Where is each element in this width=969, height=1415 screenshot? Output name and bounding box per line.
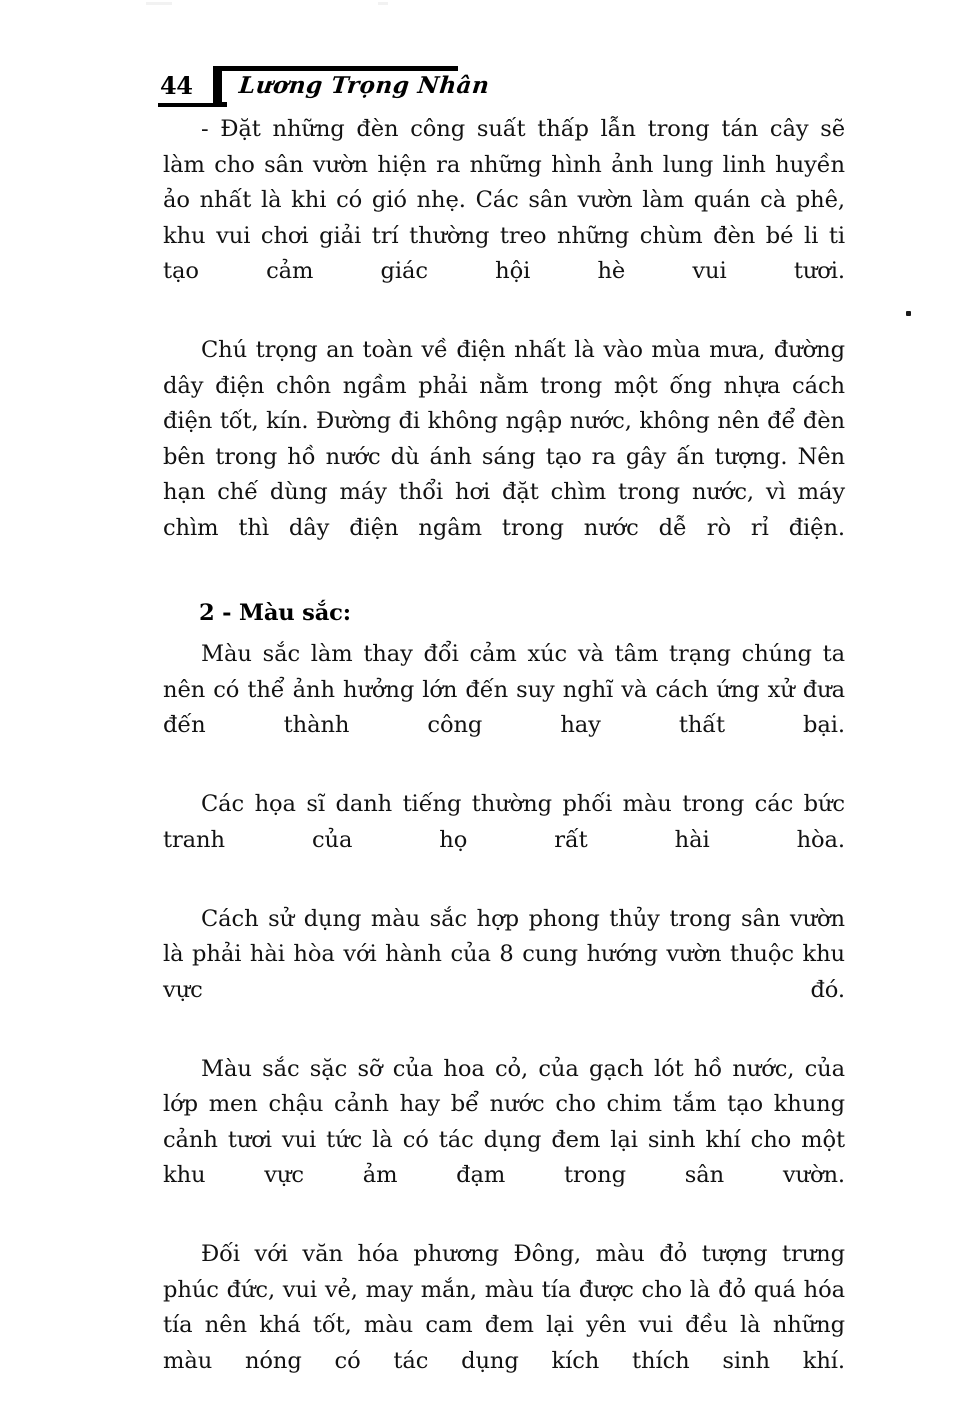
paragraph: Màu sắc làm thay đổi cảm xúc và tâm trạng chúng ta nên có thể ảnh hưởng lớn đến suy nghĩ và cách ứng xử đưa đến thành công hay thất bại. [163, 641, 845, 738]
paragraph: - Đặt những đèn công suất thấp lẫn trong tán cây sẽ làm cho sân vườn hiện ra những hình ảnh lung linh huyền ảo nhất là khi có gió nhẹ. Các sân vườn làm quán cà phê, khu vui chơi giải trí thường treo những chùm đèn bé li ti tạo cảm giác hội hè vui tươi. [163, 116, 845, 284]
page-number: 44 [160, 71, 193, 100]
header-rule [213, 66, 458, 71]
paragraph: Màu sắc sặc sỡ của hoa cỏ, của gạch lót hồ nước, của lớp men chậu cảnh hay bể nước cho chim tắm tạo khung cảnh tươi vui tức là có tác dụng đem lại sinh khí cho một khu vực ảm đạm trong sân vườn. [163, 1055, 845, 1188]
paragraph: Đối với văn hóa phương Đông, màu đỏ tượng trưng phúc đức, vui vẻ, may mắn, màu tía được cho là đỏ quá hóa tía nên khá tốt, màu cam đem lại yên vui đều là những màu nóng có tác dụng kích thích sinh khí. [163, 1241, 845, 1374]
scan-edge-artifact-right [378, 2, 388, 5]
paragraph: Chú trọng an toàn về điện nhất là vào mùa mưa, đường dây điện chôn ngầm phải nằm trong một ống nhựa cách điện tốt, kín. Đường đi không ngập nước, không nên để đèn bên trong hồ nước dù ánh sáng tạo ra gây ấn tượng. Nên hạn chế dùng máy thổi hơi đặt chìm trong nước, vì máy chìm thì dây điện ngâm trong nước dễ rò rỉ điện. [163, 337, 845, 541]
paragraph: Cách sử dụng màu sắc hợp phong thủy trong sân vườn là phải hài hòa với hành của 8 cung hướng vườn thuộc khu vực đó. [163, 905, 845, 1003]
paragraph: Các họa sĩ danh tiếng thường phối màu trong các bức tranh của họ rất hài hòa. [163, 791, 845, 853]
body-text-block [163, 112, 845, 1415]
folio-underline [158, 103, 221, 107]
scan-edge-artifact-left [146, 2, 172, 5]
scan-speck-artifact [906, 311, 911, 316]
running-header [160, 58, 860, 110]
author-name: Lương Trọng Nhân [237, 72, 491, 99]
section-heading: 2 - Màu sắc: [199, 599, 351, 626]
